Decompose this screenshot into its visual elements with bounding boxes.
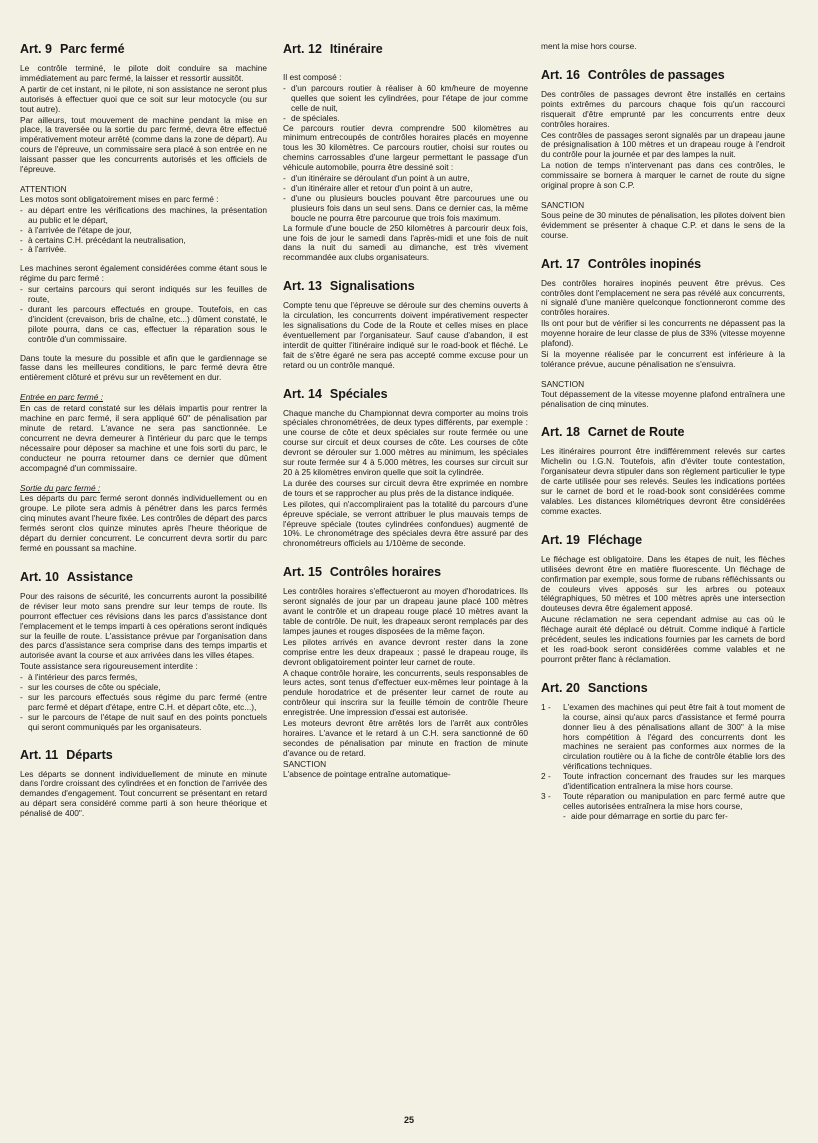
- itinerary-list: [283, 84, 528, 124]
- paragraph: Les moteurs devront être arrêtés lors de l'arrêt aux contrôles horaires. L'avance et le retard à un C.H. sera sanctionné de 60 secondes de pénalisation par minute en fraction de minute d'avance ou de retard.: [283, 718, 528, 758]
- article-19: [541, 533, 785, 665]
- paragraph: Tout dépassement de la vitesse moyenne plafond entraînera une pénalisation de cinq minutes.: [541, 388, 785, 409]
- sortie-label: Sortie du parc fermé :: [20, 482, 101, 493]
- paragraph: Par ailleurs, tout mouvement de machine pendant la mise en place, la traversée ou la sortie du parc fermé, devra être effectué impérativement moteur arrêté (comme dans la zone de départ). Au cours de l'épreuve, un commissaire sera placé à son entrée en ne laissant passer que les concurrents autorisés et les officiels de l'épreuve.: [20, 114, 267, 175]
- paragraph: Les motos sont obligatoirement mises en parc fermé :: [20, 193, 219, 204]
- article-17-heading: Art. 17 Contrôles inopinés: [541, 256, 702, 271]
- article-15: [283, 565, 528, 779]
- article-19-heading: Art. 19 Fléchage: [541, 532, 643, 547]
- paragraph: Si la moyenne réalisée par le concurrent est inférieure à la tolérance prévue, aucune pénalisation ne s'ensuivra.: [541, 348, 785, 369]
- column-left: [20, 42, 267, 820]
- column-right: [541, 42, 785, 822]
- article-11-heading: Art. 11 Départs: [20, 747, 113, 762]
- paragraph: En cas de retard constaté sur les délais impartis pour rentrer la machine en parc fermé, il sera appliqué 60" de pénalisation par minute de retard. L'avance ne sera pas sanctionnée. Le concurrent ne devra demeurer à l'intérieur du parc que le temps nécessaire pour déposer sa machine et une fois sorti du parc, le conducteur ne pourra retourner dans ce dernier que dûment accompagné d'un commissaire.: [20, 403, 267, 473]
- paragraph: Les départs se donnent individuellement de minute en minute dans l'ordre croissant des cylindrées et en fonction de l'arrivée des demandes d'engagement. Tout concurrent se présentant en retard au départ sera considéré comme parti à son heure théorique et pénalisé de 400".: [20, 768, 267, 819]
- paragraph: Des contrôles de passages devront être installés en certains points extrêmes du parcours chaque fois qu'un raccourci risquerait d'être emprunté par les concurrents entre deux contrôles horaires.: [541, 88, 785, 129]
- article-10-heading: Art. 10 Assistance: [20, 569, 133, 584]
- list-item: - sur certains parcours qui seront indiqués sur les feuilles de route,: [20, 285, 267, 305]
- article-13: [283, 279, 528, 370]
- article-16: [541, 68, 785, 241]
- list-item: - à l'arrivée de l'étape de jour,: [20, 226, 267, 236]
- paragraph: A chaque contrôle horaire, les concurrents, seuls responsables de leurs actes, sont tenus d'effectuer eux-mêmes leur pointage à la pendule horodatrice et de présenter leur carnet de route au contrôleur qui inscrira sur la feuille témoin de contrôle l'heure enregistrée. Une impression d'essai est autorisée.: [283, 667, 528, 718]
- article-16-heading: Art. 16 Contrôles de passages: [541, 67, 725, 82]
- list-item: - d'un itinéraire se déroulant d'un point à un autre,: [283, 174, 528, 184]
- list-item: 1 - L'examen des machines qui peut être fait à tout moment de la course, ainsi qu'aux parcs d'assistance et fermé pourra donner lieu à des pénalisations allant de 300" à la mise hors compétition à l'égard des concurrents dont les machines ne seraient pas conformes aux normes de la circulation routière ou à la fiche de contrôle établie lors des vérifications techniques.: [541, 703, 785, 772]
- article-10: [20, 570, 267, 733]
- article-20-heading: Art. 20 Sanctions: [541, 680, 648, 695]
- regime-list: [20, 285, 267, 344]
- paragraph: La durée des courses sur circuit devra être exprimée en nombre de tours et se rapprocher au plus près de la distance indiquée.: [283, 477, 528, 498]
- sanction-label: SANCTION: [283, 758, 327, 769]
- paragraph: Les pilotes, qui n'accompliraient pas la totalité du parcours d'une épreuve spéciale, se verront attribuer le plus mauvais temps de l'épreuve spéciale (toutes cylindrées confondues) augmenté de 10%. Le chronométrage des spéciales devra être assuré par des chronométreurs officiels au 1/10ème de seconde.: [283, 498, 528, 549]
- paragraph: Ce parcours routier devra comprendre 500 kilomètres au minimum entrecoupés de contrôles horaires placés en moyenne tous les 30 kilomètres. Ce parcours routier, choisi sur routes ou chemins carrossables d'une largeur permettant le passage d'un véhicule automobile, pourra être dessiné soit :: [283, 122, 528, 173]
- paragraph: Le fléchage est obligatoire. Dans les étapes de nuit, les flèches utilisées devront être en matière fluorescente. Un fléchage de confirmation par exemple, sous forme de rubans réfléchissants ou de couleurs vives apposés sur les arbres ou poteaux télégraphiques, 50 mètres et 100 mètres après une intersection douteuses devra être également apposé.: [541, 553, 785, 614]
- list-item: 3 - Toute réparation ou manipulation en parc fermé autre que celles autorisées entraînera la mise hors course, - aide pour démarrage en sortie du parc fer-: [541, 792, 785, 822]
- sanction-label: SANCTION: [541, 378, 585, 389]
- column-middle: [283, 42, 528, 780]
- paragraph: La formule d'une boucle de 250 kilomètres à parcourir deux fois, une fois de jour le samedi dans l'après-midi et une fois de nuit dans la nuit du samedi au dimanche, est très vivement recommandée aux clubs organisateurs.: [283, 222, 528, 263]
- paragraph: La notion de temps n'intervenant pas dans ces contrôles, le commissaire se bornera à marquer le carnet de route du signe original propre à son C.P.: [541, 160, 785, 191]
- article-12: [283, 42, 528, 263]
- sub-list: [563, 812, 785, 822]
- sanction-label: SANCTION: [541, 199, 585, 210]
- paragraph: Aucune réclamation ne sera cependant admise au cas où le fléchage aurait été déplacé ou détruit. Comme indiqué à l'article précédent, seules les indications fournies par les carnets de bord et les road-book seront considérées comme valables et ne pourront prêter flanc à réclamation.: [541, 614, 785, 664]
- entree-label: Entrée en parc fermé :: [20, 392, 104, 403]
- list-item: - de spéciales.: [283, 114, 528, 124]
- article-20: [541, 681, 785, 822]
- article-15-heading: Art. 15 Contrôles horaires: [283, 565, 442, 580]
- paragraph: Les pilotes arrivés en avance devront rester dans la zone comprise entre les deux drapeaux ; passé le drapeau rouge, ils devront obligatoirement pointer leur carnet de route.: [283, 636, 528, 667]
- paragraph: Les itinéraires pourront être indifféremment relevés sur cartes Michelin ou I.G.N. Toutefois, afin d'éviter toute contestation, l'organisateur devra stipuler dans son règlement particulier le type de carte utilisée pour ses relevés. Seules les indications portées sur le carnet de bord et le road-book sont considérées comme valables. Les distances kilométriques devront être considérées comme exactes.: [541, 446, 785, 516]
- paragraph: Dans toute la mesure du possible et afin que le gardiennage se fasse dans les meilleures conditions, le parc fermé devra être entièrement clôturé et prévu sur un revêtement en dur.: [20, 352, 267, 383]
- list-item: - à l'arrivée.: [20, 245, 267, 255]
- article-17: [541, 257, 785, 410]
- sanctions-list: [541, 703, 785, 822]
- list-item: - durant les parcours effectués en groupe. Toutefois, en cas d'incident (crevaison, bris de chaîne, etc...) dûment constaté, le pilote pourra, dans ce cas, effectuer la réparation sous le contrôle d'un commissaire.: [20, 305, 267, 345]
- article-14-heading: Art. 14 Spéciales: [283, 386, 388, 401]
- article-18-heading: Art. 18 Carnet de Route: [541, 425, 685, 440]
- paragraph: Sous peine de 30 minutes de pénalisation, les pilotes doivent bien évidemment se présenter à chaque C.P. et dans le sens de la course.: [541, 209, 785, 240]
- paragraph: Toute assistance sera rigoureusement interdite :: [20, 661, 198, 672]
- article-13-heading: Art. 13 Signalisations: [283, 279, 415, 294]
- list-item: - à certains C.H. précédant la neutralisation,: [20, 236, 267, 246]
- list-item: - sur les courses de côte ou spéciale,: [20, 683, 267, 693]
- list-item: - au départ entre les vérifications des machines, la présentation au public et le départ,: [20, 206, 267, 226]
- paragraph: Ces contrôles de passages seront signalés par un drapeau jaune de présignalisation à 100 mètres et un drapeau rouge à l'endroit du contrôle pour la journée et par des lampes la nuit.: [541, 129, 785, 160]
- list-item: - d'un parcours routier à réaliser à 60 km/heure de moyenne quelles que soient les cylindrées, pour l'étape de jour comme celle de nuit,: [283, 84, 528, 114]
- attention-list: [20, 206, 267, 256]
- list-item: - sur le parcours de l'étape de nuit sauf en des points ponctuels qui seront communiqués par les organisateurs.: [20, 713, 267, 733]
- list-item: - d'un itinéraire aller et retour d'un point à un autre,: [283, 184, 528, 194]
- sub-list-item: - aide pour démarrage en sortie du parc fer-: [563, 812, 785, 822]
- article-18: [541, 425, 785, 516]
- article-12-heading: Art. 12 Itinéraire: [283, 42, 383, 56]
- list-item: 2 - Toute infraction concernant des fraudes sur les marques d'identification entraînera la mise hors course.: [541, 772, 785, 792]
- attention-label: ATTENTION: [20, 183, 67, 194]
- paragraph: Chaque manche du Championnat devra comporter au moins trois spéciales chronométrées, de deux types différents, par exemple : une course de côte et deux spéciales sur route fermée ou une course sur circuit et deux courses de côte. Les courses de côte devront se dérouler sur 1.000 mètres au minimum, les spéciales sur route fermée sur 4 à 5.000 mètres, les courses sur circuit sur 20 à 25 kilomètres environ quelle que soit la cylindrée.: [283, 407, 528, 477]
- paragraph: Pour des raisons de sécurité, les concurrents auront la possibilité de réviser leur moto sans prendre sur leur temps de route. Ils pourront effectuer ces révisions dans les parcs d'assistance dont l'emplacement et le temps imparti à ces opérations seront indiqués sur la feuille de route. L'assistance prévue par l'organisation dans des parcs d'assistance sera comprise dans des temps impartis et autorisée avant la course et aux arrivées dans les villes étapes.: [20, 590, 267, 661]
- page-number: 25: [403, 1115, 414, 1125]
- continued-text: ment la mise hors course.: [541, 41, 637, 51]
- list-item: - sur les parcours effectués sous régime du parc fermé (entre parc fermé et départ d'étape, entre C.H. et départ côte, etc...),: [20, 693, 267, 713]
- article-11: [20, 748, 267, 820]
- article-9-heading: Art. 9 Parc fermé: [20, 42, 125, 56]
- paragraph: Le contrôle terminé, le pilote doit conduire sa machine immédiatement au parc fermé, la laisser et ressortir aussitôt.: [20, 63, 267, 83]
- paragraph: L'absence de pointage entraîne automatique-: [283, 768, 451, 779]
- list-item: - à l'intérieur des parcs fermés,: [20, 673, 267, 683]
- paragraph: Les machines seront également considérées comme étant sous le régime du parc fermé :: [20, 263, 267, 284]
- paragraph: Les contrôles horaires s'effectueront au moyen d'horodatrices. Ils seront signalés de jour par un drapeau jaune placé 100 mètres avant le contrôle et un drapeau rouge placé 10 mètres avant la table de contrôle. De nuit, les drapeaux seront remplacés par des lampes jaunes et rouges disposées de la même façon.: [283, 586, 528, 636]
- paragraph: Il est composé :: [283, 72, 342, 82]
- article-14: [283, 387, 528, 550]
- paragraph: Compte tenu que l'épreuve se déroule sur des chemins ouverts à la circulation, les concurrents doivent impérativement respecter les signalisations du Code de la Route et celles mises en place éventuellement par l'organisateur. Sauf cause d'abandon, il est interdit de quitter l'itinéraire indiqué sur le road-book et fléché. Le fait de s'être égaré ne sera pas accepté comme excuse pour un retard ou un contrôle manqué.: [283, 300, 528, 370]
- list-item: - d'une ou plusieurs boucles pouvant être parcourues une ou plusieurs fois dans un seul sens. Dans ce dernier cas, la même boucle ne pourra être parcourue que trois fois maximum.: [283, 194, 528, 224]
- article-9: [20, 42, 267, 554]
- paragraph: Ils ont pour but de vérifier si les concurrents ne dépassent pas la moyenne horaire de leur classe de plus de 33% (vitesse moyenne plafond).: [541, 318, 785, 349]
- route-list: [283, 174, 528, 224]
- paragraph: A partir de cet instant, ni le pilote, ni son assistance ne seront plus autorisés à effectuer quoi que ce soit sur leur motocycle (ou sur tout autre).: [20, 83, 267, 114]
- paragraph: Les départs du parc fermé seront donnés individuellement ou en groupe. Le pilote sera admis à pénétrer dans les parcs fermés cinq minutes avant l'heure fixée. Les contrôles de départ des parcs fermés seront clos quinze minutes après l'heure théorique de départ du dernier concurrent. Le concurrent devra sortir du parc fermé en poussant sa machine.: [20, 493, 267, 553]
- paragraph: Des contrôles horaires inopinés peuvent être prévus. Ces contrôles dont l'emplacement ne sera pas révélé aux concurrents, ni signalé d'une manière quelconque fonctionneront comme des contrôles horaires.: [541, 277, 785, 318]
- assistance-list: [20, 673, 267, 732]
